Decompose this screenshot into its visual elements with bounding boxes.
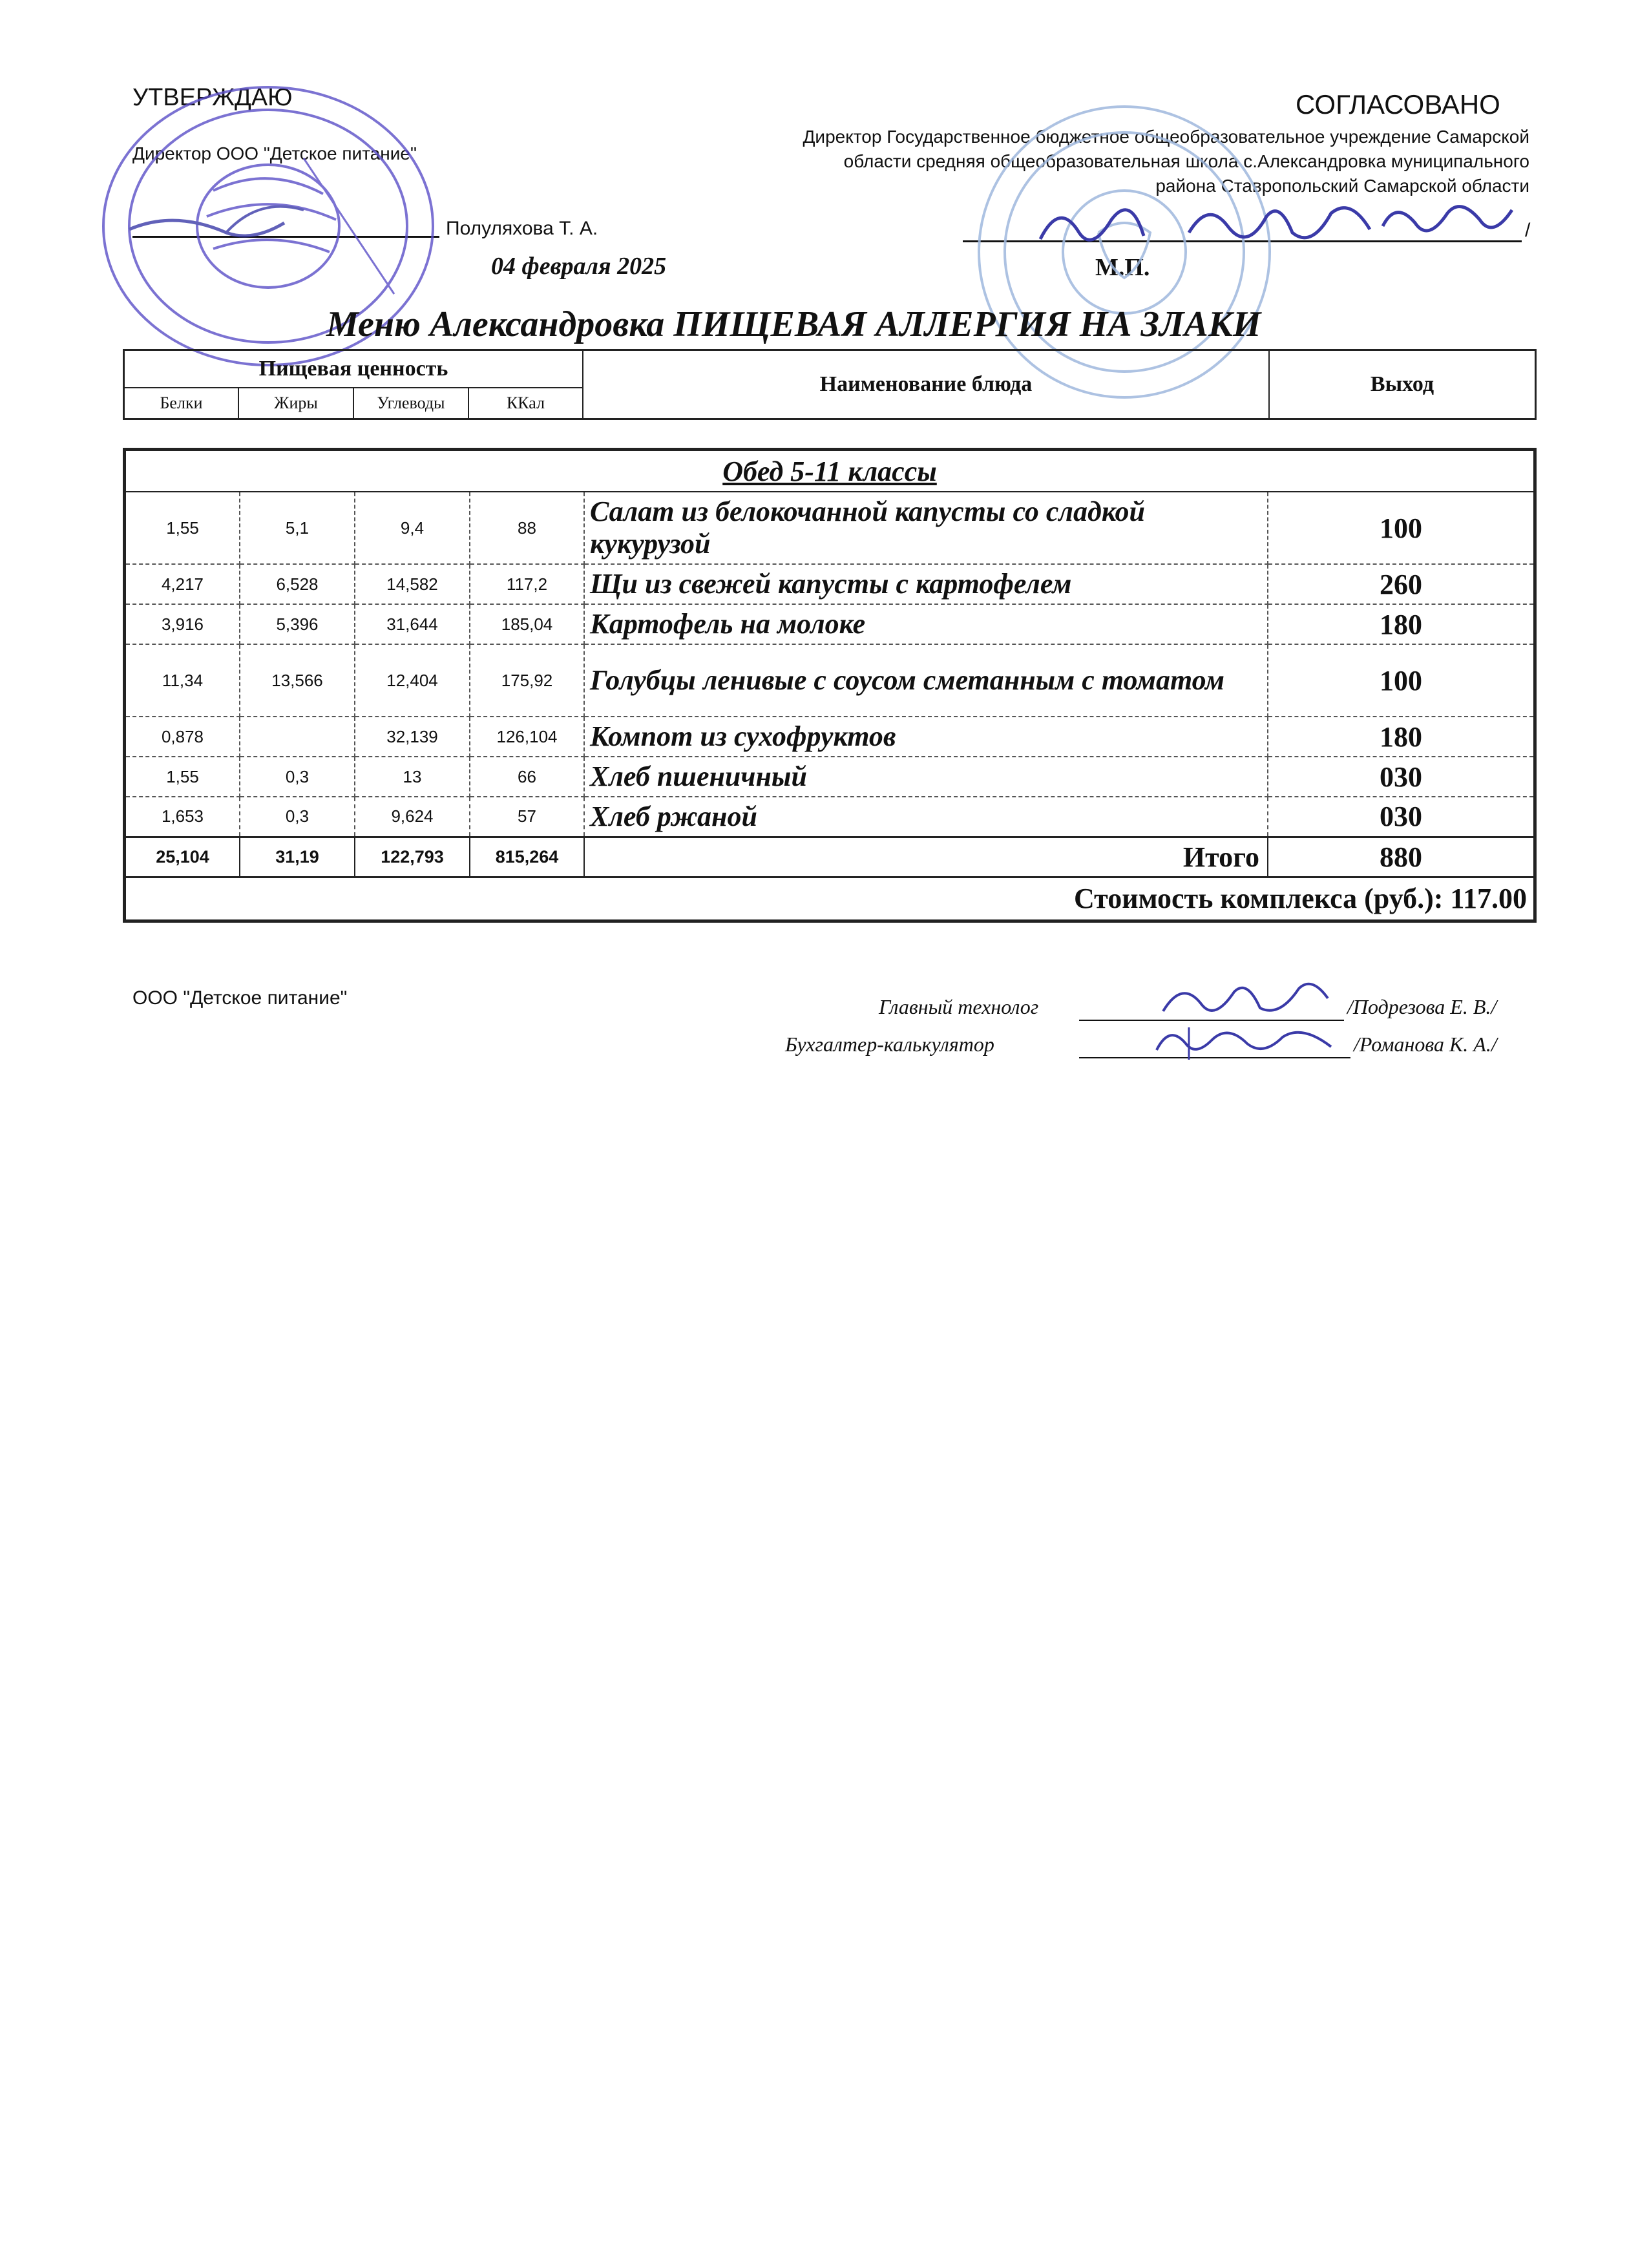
agree-position-line-1: Директор Государственное бюджетное общеобразовательное учреждение Самарской <box>803 127 1529 147</box>
total-output-cell: 880 <box>1268 837 1535 877</box>
carbs-cell: 14,582 <box>355 564 470 604</box>
output-cell: 180 <box>1268 717 1535 757</box>
footer-company: ООО "Детское питание" <box>132 987 348 1009</box>
total-label: Итого <box>584 837 1268 877</box>
accountant-signature-icon <box>1150 1014 1344 1066</box>
fat-cell: 0,3 <box>240 797 355 837</box>
total-kcal-cell: 815,264 <box>470 837 584 877</box>
menu-title: Меню Александровка ПИЩЕВАЯ АЛЛЕРГИЯ НА ЗЛАКИ <box>326 304 1261 344</box>
approve-date: 04 февраля 2025 <box>491 253 667 280</box>
kcal-cell: 117,2 <box>470 564 584 604</box>
carbs-cell: 32,139 <box>355 717 470 757</box>
carbs-cell: 9,4 <box>355 492 470 564</box>
menu-table <box>123 448 1537 923</box>
accountant-name: /Романова К. А./ <box>1354 1033 1497 1056</box>
header-table <box>123 349 1537 420</box>
table-row <box>125 717 1535 757</box>
output-cell: 030 <box>1268 797 1535 837</box>
dish-name-cell: Компот из сухофруктов <box>584 717 1268 757</box>
table-row <box>125 492 1535 564</box>
cost-line: Стоимость комплекса (руб.): 117.00 <box>125 877 1535 921</box>
agree-title: СОГЛАСОВАНО <box>1296 89 1500 120</box>
nutrition-group-header: Пищевая ценность <box>124 350 583 388</box>
protein-cell: 1,55 <box>125 757 240 797</box>
table-row <box>125 604 1535 644</box>
protein-cell: 0,878 <box>125 717 240 757</box>
output-cell: 100 <box>1268 644 1535 717</box>
total-protein-cell: 25,104 <box>125 837 240 877</box>
technologist-role: Главный технолог <box>879 995 1039 1018</box>
accountant-role: Бухгалтер-калькулятор <box>785 1033 994 1056</box>
fat-cell: 6,528 <box>240 564 355 604</box>
carbs-header: Углеводы <box>353 388 468 419</box>
protein-cell: 3,916 <box>125 604 240 644</box>
fat-cell: 0,3 <box>240 757 355 797</box>
output-header: Выход <box>1269 350 1536 419</box>
dish-name-header: Наименование блюда <box>583 350 1269 419</box>
kcal-cell: 57 <box>470 797 584 837</box>
total-carbs-cell: 122,793 <box>355 837 470 877</box>
agree-position-line-3: района Ставропольский Самарской области <box>1155 176 1529 196</box>
carbs-cell: 9,624 <box>355 797 470 837</box>
kcal-cell: 126,104 <box>470 717 584 757</box>
output-cell: 100 <box>1268 492 1535 564</box>
protein-cell: 11,34 <box>125 644 240 717</box>
total-fat-cell: 31,19 <box>240 837 355 877</box>
fat-cell: 13,566 <box>240 644 355 717</box>
carbs-cell: 31,644 <box>355 604 470 644</box>
dish-name-cell: Салат из белокочанной капусты со сладкой кукурузой <box>584 492 1268 564</box>
dish-name-cell: Хлеб пшеничный <box>584 757 1268 797</box>
output-cell: 180 <box>1268 604 1535 644</box>
approve-position: Директор ООО "Детское питание" <box>132 143 417 163</box>
output-cell: 030 <box>1268 757 1535 797</box>
carbs-cell: 12,404 <box>355 644 470 717</box>
table-row <box>125 797 1535 837</box>
kcal-cell: 88 <box>470 492 584 564</box>
table-row <box>125 644 1535 717</box>
kcal-cell: 185,04 <box>470 604 584 644</box>
dish-name-cell: Щи из свежей капусты с картофелем <box>584 564 1268 604</box>
totals-row <box>125 837 1535 877</box>
fat-cell: 5,396 <box>240 604 355 644</box>
agree-position-line-2: области средняя общеобразовательная школа с.Александровка муниципального <box>843 151 1529 171</box>
dish-name-cell: Хлеб ржаной <box>584 797 1268 837</box>
table-row <box>125 564 1535 604</box>
carbs-cell: 13 <box>355 757 470 797</box>
agree-mp: М.П. <box>1095 254 1150 281</box>
protein-cell: 1,653 <box>125 797 240 837</box>
section-title: Обед 5-11 классы <box>125 450 1535 492</box>
protein-cell: 4,217 <box>125 564 240 604</box>
approve-signer: Полуляхова Т. А. <box>446 218 598 239</box>
output-cell: 260 <box>1268 564 1535 604</box>
agree-signature-icon <box>1034 187 1525 265</box>
fat-cell <box>240 717 355 757</box>
dish-name-cell: Голубцы ленивые с соусом сметанным с томатом <box>584 644 1268 717</box>
fat-header: Жиры <box>238 388 353 419</box>
technologist-name: /Подрезова Е. В./ <box>1347 995 1497 1018</box>
fat-cell: 5,1 <box>240 492 355 564</box>
kcal-cell: 66 <box>470 757 584 797</box>
protein-header: Белки <box>124 388 239 419</box>
dish-name-cell: Картофель на молоке <box>584 604 1268 644</box>
kcal-header: ККал <box>468 388 583 419</box>
approve-title: УТВЕРЖДАЮ <box>132 84 293 111</box>
protein-cell: 1,55 <box>125 492 240 564</box>
agree-sign-end: / <box>1525 220 1531 241</box>
table-row <box>125 757 1535 797</box>
kcal-cell: 175,92 <box>470 644 584 717</box>
